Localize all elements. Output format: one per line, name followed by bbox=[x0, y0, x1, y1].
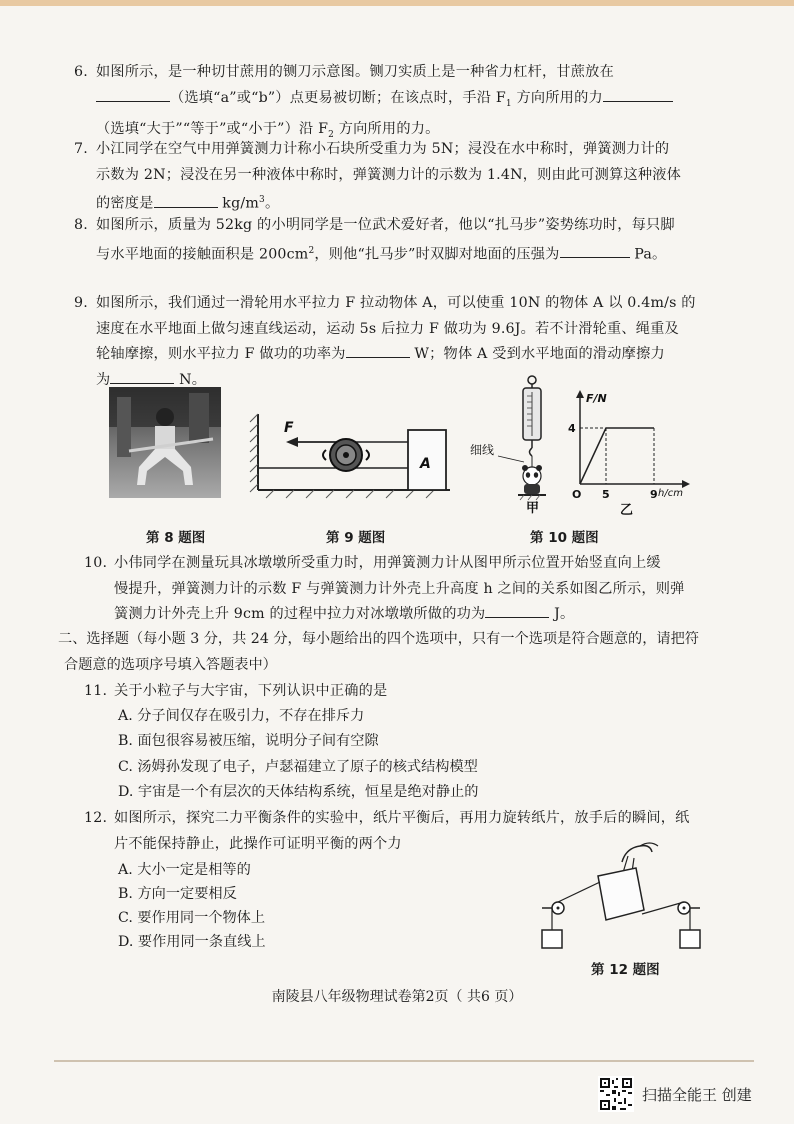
q9-number: 9. bbox=[74, 295, 88, 311]
q9-blank-1[interactable] bbox=[346, 343, 410, 358]
q9-line4b: N。 bbox=[174, 371, 207, 388]
q6-sub1: 1 bbox=[505, 98, 512, 109]
figure-10-ylabel: F/N bbox=[586, 392, 607, 405]
figure-10-string-label: 细线 bbox=[470, 443, 495, 457]
q7-blank[interactable] bbox=[154, 193, 218, 208]
q11-option-c[interactable]: C. 汤姆孙发现了电子，卢瑟福建立了原子的核式结构模型 bbox=[118, 759, 478, 775]
q10-line1: 小伟同学在测量玩具冰墩墩所受重力时，用弹簧测力计从图甲所示位置开始竖直向上缓 bbox=[114, 555, 661, 571]
figure-10-y-tick-4: 4 bbox=[568, 422, 576, 435]
q6-line2b: 方向所用的力 bbox=[511, 89, 603, 106]
figure-10-graph bbox=[566, 388, 696, 518]
q11-stem: 关于小粒子与大宇宙，下列认识中正确的是 bbox=[114, 683, 388, 699]
q9-line1: 如图所示，我们通过一滑轮用水平拉力 F 拉动物体 A，可以使重 10N 的物体 A 以 0.4m/s 的 bbox=[96, 295, 696, 311]
q7-line1: 小江同学在空气中用弹簧测力计称小石块所受重力为 5N；浸没在水中称时，弹簧测力计的 bbox=[96, 141, 670, 157]
q6-blank-2[interactable] bbox=[603, 87, 673, 102]
figure-9-diagram bbox=[246, 408, 456, 498]
top-edge bbox=[0, 0, 794, 6]
q8-line1: 如图所示，质量为 52kg 的小明同学是一位武术爱好者，他以“扎马步”姿势练功时，每只脚 bbox=[96, 217, 675, 233]
q6-line3b: 方向所用的力。 bbox=[334, 120, 440, 137]
q6-blank-1[interactable] bbox=[96, 87, 170, 102]
figure-8-photo bbox=[109, 387, 221, 498]
figure-12-diagram bbox=[536, 836, 706, 956]
q11-option-b[interactable]: B. 面包很容易被压缩，说明分子间有空隙 bbox=[118, 733, 379, 749]
q10-line3a: 簧测力计外壳上升 9cm 的过程中拉力对冰墩墩所做的功为 bbox=[114, 606, 486, 622]
q10-number: 10. bbox=[84, 555, 108, 571]
bottom-rule bbox=[54, 1060, 754, 1062]
question-9 bbox=[74, 291, 714, 393]
q12-line2: 片不能保持静止，此操作可证明平衡的两个力 bbox=[114, 835, 402, 852]
q7-line3b: kg/m bbox=[217, 195, 259, 212]
q6-line2a: （选填“a”或“b”）点更易被切断；在该点时，手沿 F bbox=[170, 89, 506, 106]
figure-10-caption: 第 10 题图 bbox=[530, 530, 599, 546]
question-6 bbox=[74, 60, 714, 148]
figure-9-force-label: F bbox=[284, 420, 294, 436]
q6-sub2: 2 bbox=[328, 129, 335, 140]
figure-10-origin: O bbox=[572, 488, 582, 501]
q11-option-a[interactable]: A. 分子间仅存在吸引力，不存在排斥力 bbox=[118, 708, 365, 724]
q9-line3a: 轮轴摩擦，则水平拉力 F 做功的功率为 bbox=[96, 346, 346, 362]
watermark-text: 扫描全能王 创建 bbox=[642, 1085, 752, 1104]
q10-line3b: J。 bbox=[549, 606, 575, 622]
q11-option-d[interactable]: D. 宇宙是一个有层次的天体结构系统，恒星是绝对静止的 bbox=[118, 784, 479, 800]
q7-line3c: 。 bbox=[264, 195, 280, 212]
q9-line3b: W；物体 A 受到水平地面的滑动摩擦力 bbox=[409, 346, 665, 362]
q6-number: 6. bbox=[74, 64, 88, 80]
figure-9-block-label: A bbox=[420, 456, 431, 472]
figure-10-jia-label: 甲 bbox=[526, 501, 540, 516]
scanner-watermark bbox=[598, 1076, 752, 1112]
figure-10-yi-label: 乙 bbox=[620, 503, 634, 518]
q8-line2b: ，则他“扎马步”时双脚对地面的压强为 bbox=[314, 246, 560, 263]
q8-sup: 2 bbox=[308, 245, 315, 256]
q11-number: 11. bbox=[84, 683, 108, 699]
q6-line3a: （选填“大于”“等于”或“小于”）沿 F bbox=[96, 120, 329, 137]
section-2-line1: 二、选择题（每小题 3 分，共 24 分，每小题给出的四个选项中，只有一个选项是符合题意的，请把符 bbox=[58, 631, 699, 647]
q8-line2a: 与水平地面的接触面积是 200cm bbox=[96, 246, 309, 263]
q9-line4a: 为 bbox=[96, 371, 111, 388]
q12-line1: 如图所示，探究二力平衡条件的实验中，纸片平衡后，再用力旋转纸片，放手后的瞬间，纸 bbox=[114, 810, 690, 826]
question-7 bbox=[74, 137, 714, 217]
q7-line2: 示数为 2N；浸没在另一种液体中称时，弹簧测力计的示数为 1.4N，则由此可测算这种液体 bbox=[96, 166, 681, 183]
q10-blank[interactable] bbox=[485, 603, 549, 618]
figure-10-x-tick-5: 5 bbox=[602, 488, 610, 501]
figure-12-caption: 第 12 题图 bbox=[591, 962, 660, 978]
figure-10-xlabel: h/cm bbox=[658, 488, 683, 499]
question-10 bbox=[84, 551, 714, 628]
q12-option-a[interactable]: A. 大小一定是相等的 bbox=[118, 862, 251, 878]
q12-option-c[interactable]: C. 要作用同一个物体上 bbox=[118, 910, 266, 926]
q12-option-b[interactable]: B. 方向一定要相反 bbox=[118, 886, 237, 902]
q12-option-d[interactable]: D. 要作用同一条直线上 bbox=[118, 934, 266, 950]
figure-10-spring-scale bbox=[470, 374, 566, 516]
q9-line2: 速度在水平地面上做匀速直线运动，运动 5s 后拉力 F 做功为 9.6J。若不计滑轮重、绳重及 bbox=[96, 320, 679, 337]
figure-9-caption: 第 9 题图 bbox=[326, 530, 386, 546]
q8-number: 8. bbox=[74, 217, 88, 233]
section-2-line2: 合题意的选项序号填入答题表中） bbox=[64, 656, 277, 673]
figure-8-caption: 第 8 题图 bbox=[146, 530, 206, 546]
question-8 bbox=[74, 213, 714, 268]
figure-10-x-tick-9: 9 bbox=[650, 488, 658, 501]
q9-blank-2[interactable] bbox=[110, 369, 174, 384]
page-footer: 南陵县八年级物理试卷第2页（ 共6 页） bbox=[271, 989, 523, 1005]
q6-line1: 如图所示，是一种切甘蔗用的铡刀示意图。铡刀实质上是一种省力杠杆，甘蔗放在 bbox=[96, 64, 614, 80]
q8-line2c: Pa。 bbox=[629, 246, 667, 263]
figure-10-line-rise bbox=[580, 428, 606, 484]
q7-sup: 3 bbox=[259, 195, 265, 205]
q7-number: 7. bbox=[74, 141, 88, 157]
q10-line2: 慢提升，弹簧测力计的示数 F 与弹簧测力计外壳上升高度 h 之间的关系如图乙所示，则弹 bbox=[114, 580, 685, 597]
qr-code-icon bbox=[598, 1076, 634, 1112]
q8-blank[interactable] bbox=[560, 243, 630, 258]
question-11 bbox=[84, 679, 724, 705]
q7-line3a: 的密度是 bbox=[96, 195, 154, 212]
section-2-heading bbox=[58, 627, 718, 678]
q12-number: 12. bbox=[84, 810, 108, 826]
